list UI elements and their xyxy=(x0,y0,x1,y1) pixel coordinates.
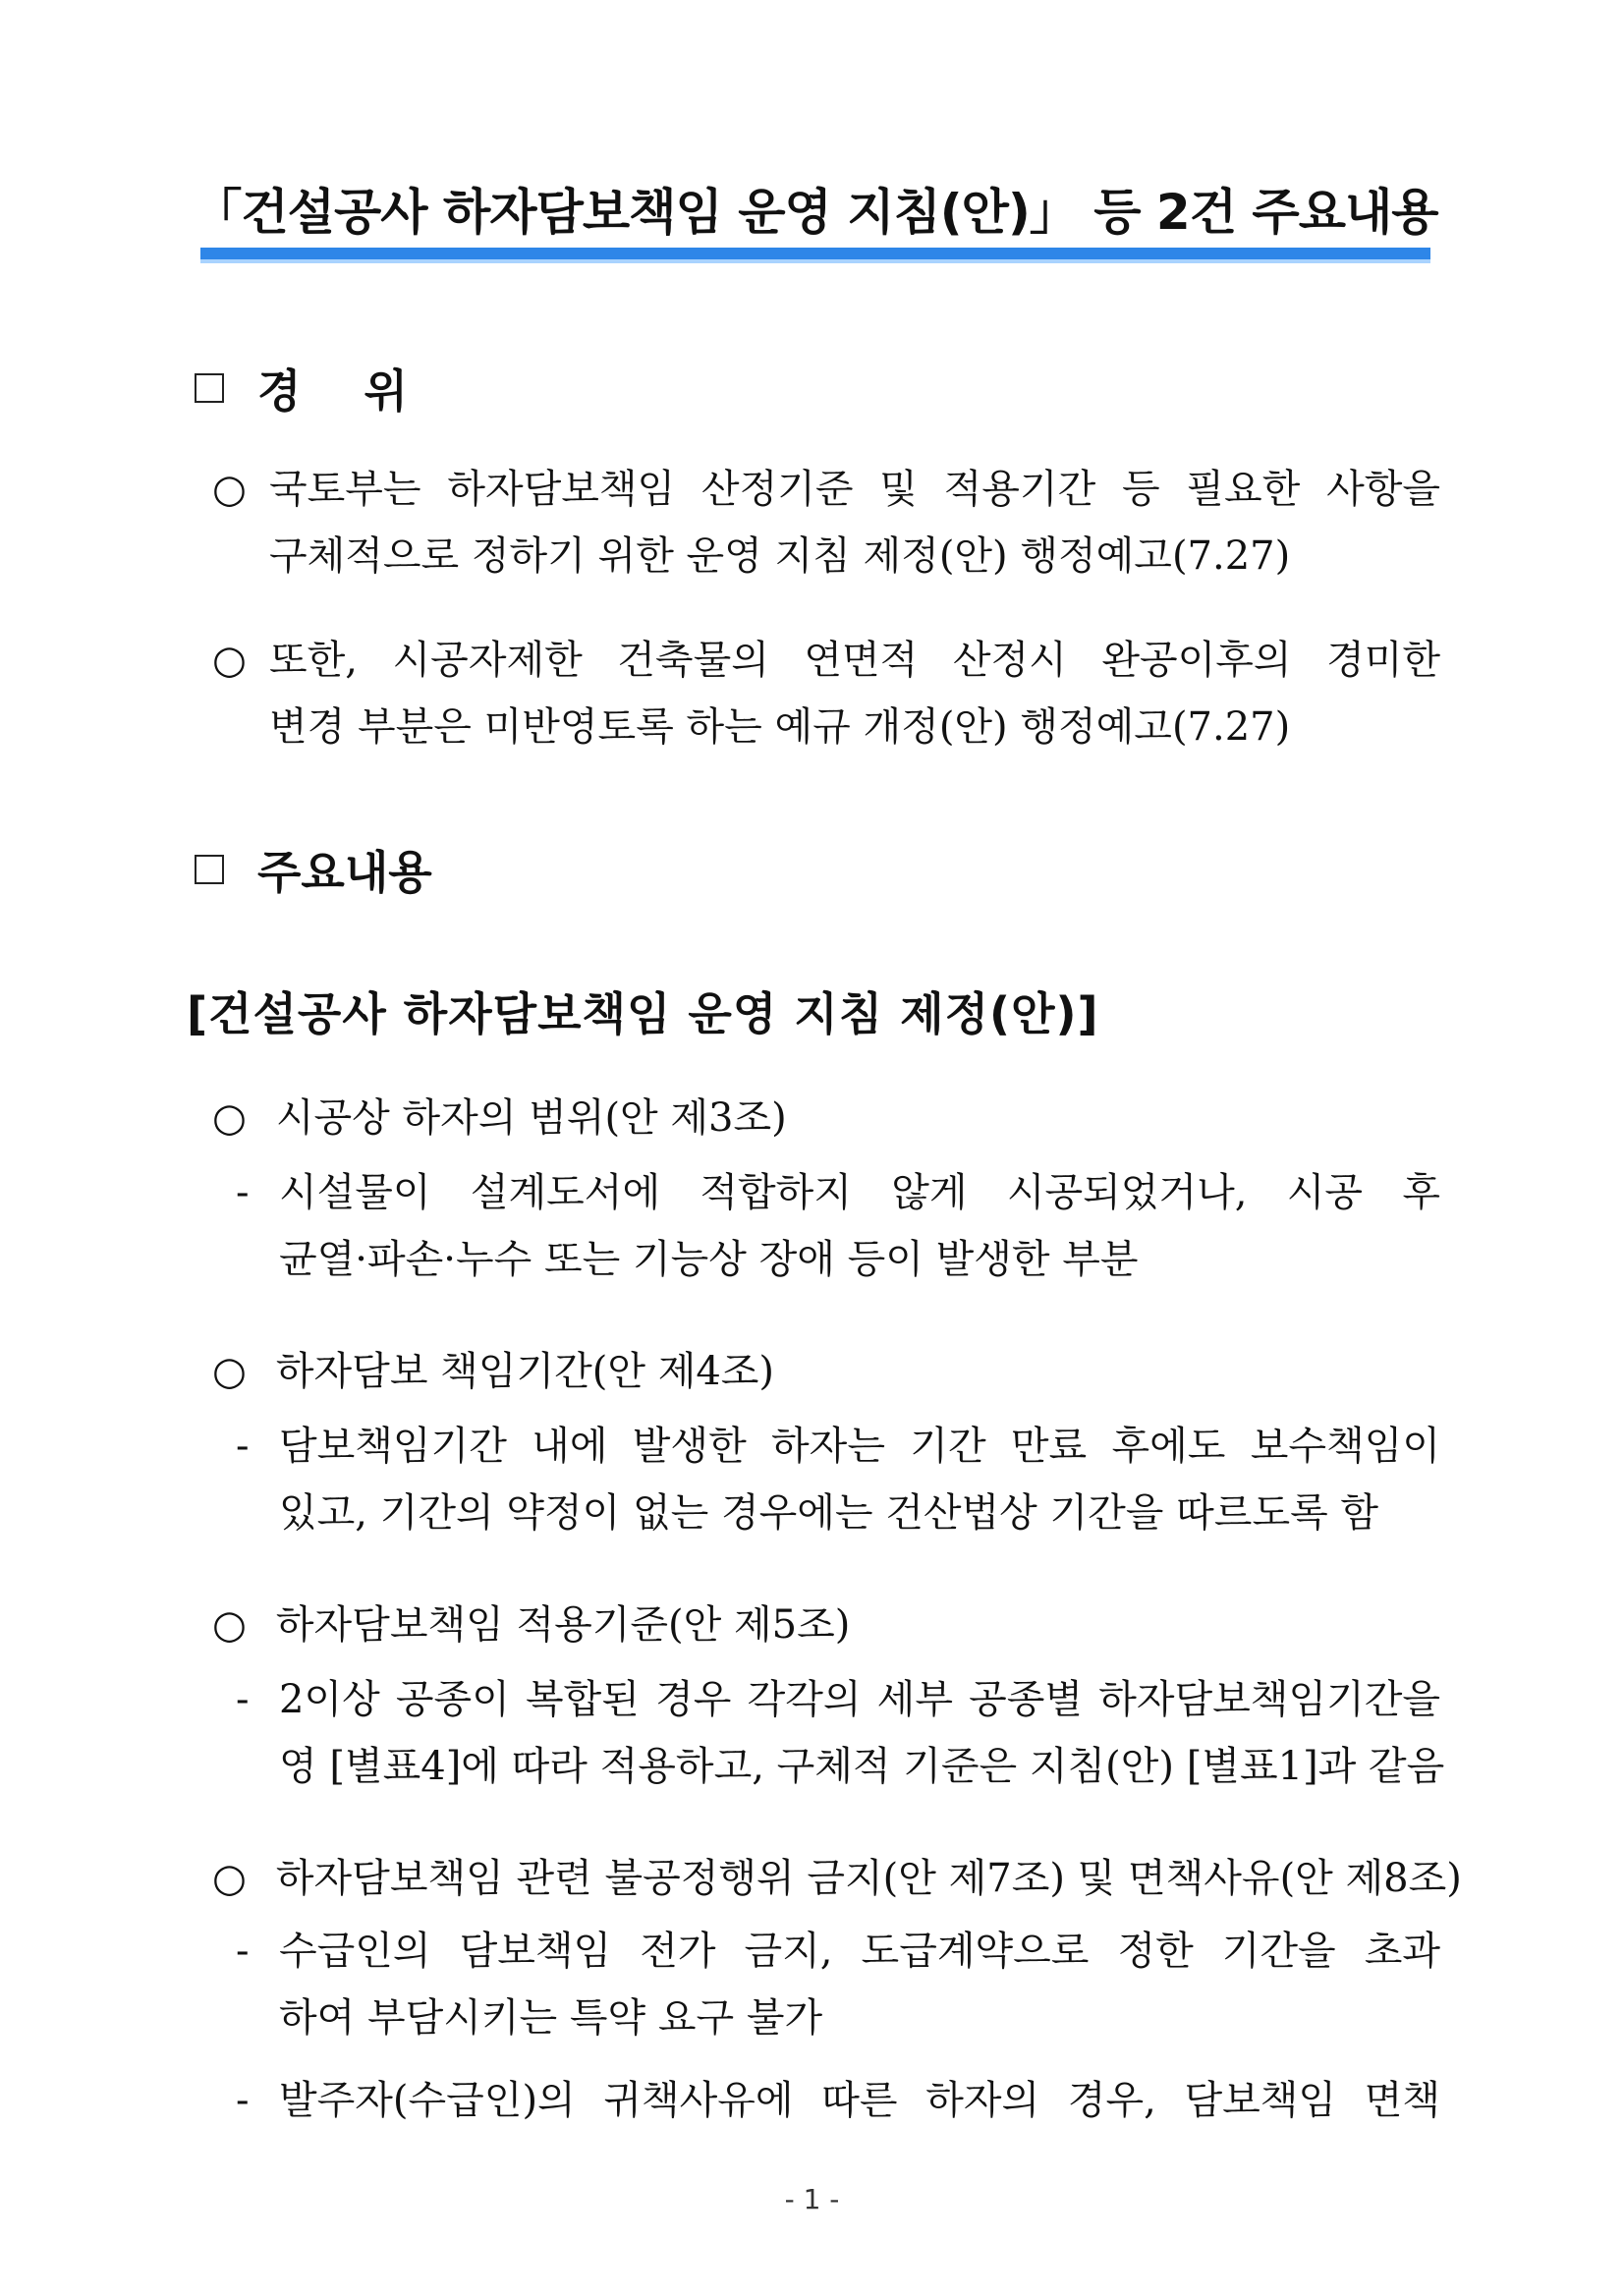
item-detail-warranty-period xyxy=(236,1413,1440,1546)
item-heading-text: 시공상 하자의 범위(안 제3조) xyxy=(275,1095,787,1141)
item-detail-application-criteria xyxy=(236,1666,1445,1800)
section-heading-main-content xyxy=(195,837,432,902)
bullet-line: 국토부는 하자담보책임 산정기준 및 적용기간 등 필요한 사항을 xyxy=(269,467,1440,512)
detail-line: 시설물이 설계도서에 적합하지 않게 시공되었거나, 시공 후 xyxy=(279,1170,1440,1215)
dash-bullet-icon: - xyxy=(236,1424,250,1469)
dash-bullet-icon: - xyxy=(236,1929,250,1974)
section-heading-background xyxy=(195,356,408,420)
item-detail-unfair-practices-2 xyxy=(236,2067,1440,2134)
circle-bullet-icon: ○ xyxy=(212,1602,247,1648)
background-bullet-2 xyxy=(212,627,1440,760)
bullet-line: 또한, 시공자제한 건축물의 연면적 산정시 완공이후의 경미한 xyxy=(269,638,1440,683)
main-content-subheading: [건설공사 하자담보책임 운영 지침 제정(안)] xyxy=(187,987,1099,1040)
bullet-line: 변경 부분은 미반영토록 하는 예규 개정(안) 행정예고(7.27) xyxy=(269,704,1291,750)
square-bullet-icon xyxy=(195,855,224,884)
document-title: 「건설공사 하자담보책임 운영 지침(안)」 등 2건 주요내용 xyxy=(193,184,1438,241)
page-number: - 1 - xyxy=(784,2183,840,2215)
detail-line: 발주자(수급인)의 귀책사유에 따른 하자의 경우, 담보책임 면책 xyxy=(279,2078,1440,2123)
background-bullet-1 xyxy=(212,456,1440,589)
item-heading-warranty-period xyxy=(212,1340,774,1396)
item-heading-defect-scope xyxy=(212,1087,787,1143)
item-heading-text: 하자담보책임 관련 불공정행위 금지(안 제7조) 및 면책사유(안 제8조) xyxy=(275,1856,1462,1901)
detail-line: 수급인의 담보책임 전가 금지, 도급계약으로 정한 기간을 초과 xyxy=(279,1929,1440,1974)
bullet-line: 구체적으로 정하기 위한 운영 지침 제정(안) 행정예고(7.27) xyxy=(269,533,1291,579)
detail-line: 하여 부담시키는 특약 요구 불가 xyxy=(279,1995,823,2041)
item-detail-defect-scope xyxy=(236,1159,1440,1293)
document-title-box xyxy=(193,169,1438,259)
item-heading-text: 하자담보 책임기간(안 제4조) xyxy=(275,1349,775,1394)
circle-bullet-icon: ○ xyxy=(212,467,247,512)
dash-bullet-icon: - xyxy=(236,1170,250,1215)
square-bullet-icon xyxy=(195,373,224,403)
circle-bullet-icon: ○ xyxy=(212,1095,247,1141)
detail-line: 영 [별표4]에 따라 적용하고, 구체적 기준은 지침(안) [별표1]과 같음 xyxy=(279,1744,1445,1789)
detail-line: 있고, 기간의 약정이 없는 경우에는 건산법상 기간을 따르도록 함 xyxy=(279,1490,1379,1536)
circle-bullet-icon: ○ xyxy=(212,1349,247,1394)
item-heading-application-criteria xyxy=(212,1594,850,1650)
circle-bullet-icon: ○ xyxy=(212,1856,247,1901)
section-title-main-content: 주요내용 xyxy=(257,846,432,899)
dash-bullet-icon: - xyxy=(236,1677,250,1722)
detail-line: 2이상 공종이 복합된 경우 각각의 세부 공종별 하자담보책임기간을 xyxy=(279,1677,1440,1722)
dash-bullet-icon: - xyxy=(236,2078,250,2123)
item-detail-unfair-practices-1 xyxy=(236,1918,1440,2051)
section-title-background: 경 위 xyxy=(257,364,408,418)
item-heading-text: 하자담보책임 적용기준(안 제5조) xyxy=(275,1602,851,1648)
item-heading-unfair-practices xyxy=(212,1847,1462,1903)
detail-line: 담보책임기간 내에 발생한 하자는 기간 만료 후에도 보수책임이 xyxy=(279,1424,1440,1469)
circle-bullet-icon: ○ xyxy=(212,638,247,683)
detail-line: 균열·파손·누수 또는 기능상 장애 등이 발생한 부분 xyxy=(279,1237,1139,1282)
